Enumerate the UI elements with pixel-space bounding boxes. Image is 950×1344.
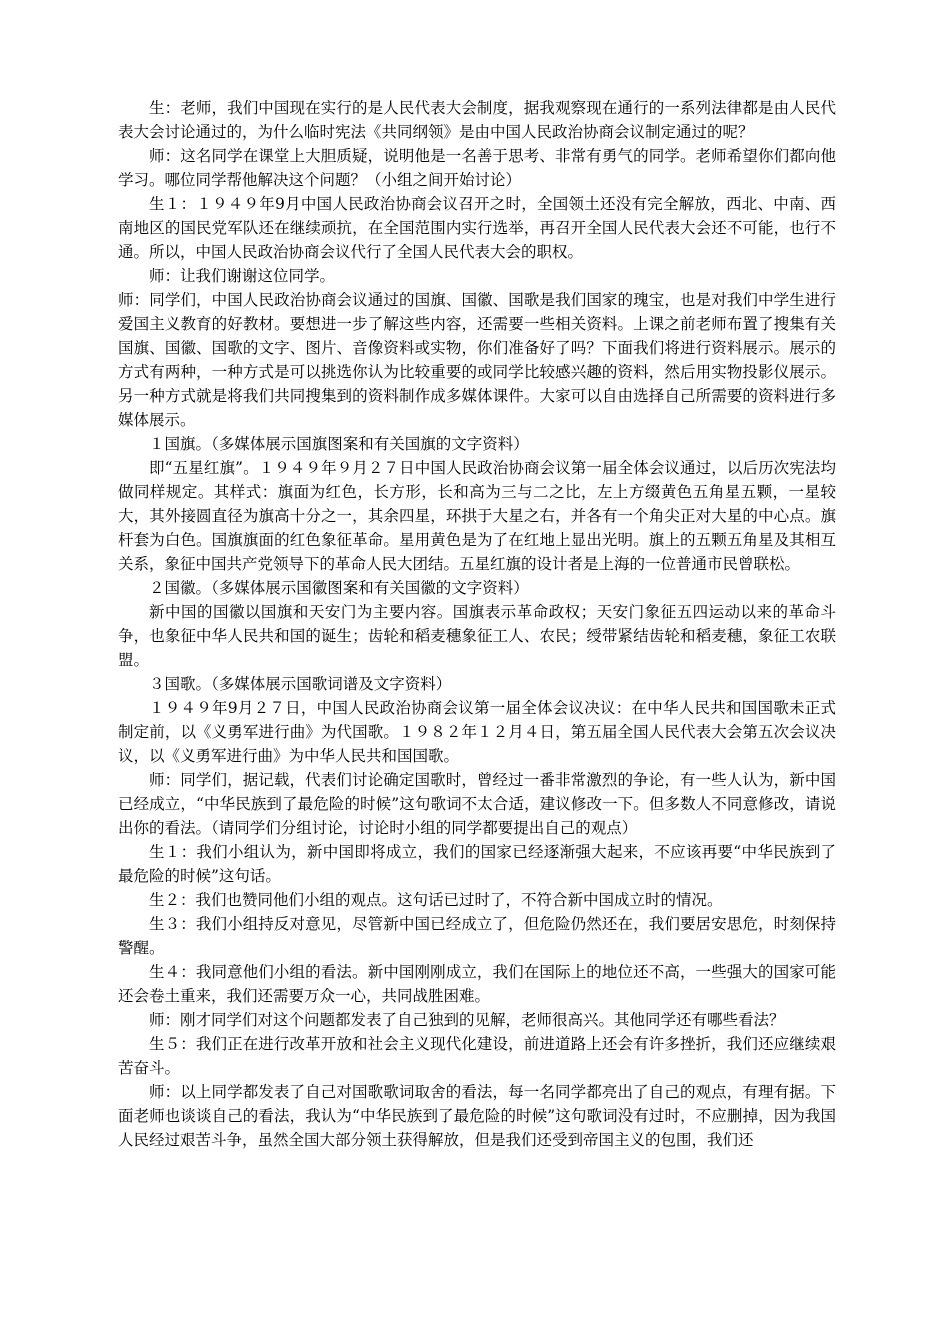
paragraph-student2-view: 生２：我们也赞同他们小组的观点。这句话已过时了，不符合新中国成立时的情况。 [149, 891, 723, 909]
paragraph-teacher-anthem-debate: 师：同学们，据记载，代表们讨论确定国歌时，曾经过一番非常激烈的争论，有一些人认为，新中国已经成立，“中华民族到了最危险的时候”这句歌词不太合适，建议修改一下。但多数人不同意修改，请说出你的看法。（请同学们分组讨论，讨论时小组的同学都要提出自己的观点） [118, 771, 836, 837]
document-page [118, 96, 836, 1152]
paragraph-student3-view: 生３：我们小组持反对意见，尽管新中国已经成立了，但危险仍然还在，我们要居安思危，时刻保持警醒。 [118, 915, 836, 957]
paragraph-student4-view: 生４：我同意他们小组的看法。新中国刚刚成立，我们在国际上的地位还不高，一些强大的国家可能还会卷土重来，我们还需要万众一心，共同战胜困难。 [118, 963, 836, 1005]
paragraph-student1-view: 生１：我们小组认为，新中国即将成立，我们的国家已经逐渐强大起来，不应该再要“中华民族到了最危险的时候”这句话。 [118, 843, 836, 885]
paragraph-teacher-intro: 师：同学们，中国人民政治协商会议通过的国旗、国徽、国歌是我们国家的瑰宝，也是对我们中学生进行爱国主义教育的好教材。要想进一步了解这些内容，还需要一些相关资料。上课之前老师布置了搜集有关国旗、国徽、国歌的文字、图片、音像资料或实物，你们准备好了吗？下面我们将进行资料展示。展示的方式有两种，一种方式是可以挑选你认为比较重要的或同学比较感兴趣的资料，然后用实物投影仪展示。另一种方式就是将我们共同搜集到的资料制作成多媒体课件。大家可以自由选择自己所需要的资料进行多媒体展示。 [118, 291, 836, 429]
paragraph-student5-view: 生５：我们正在进行改革开放和社会主义现代化建设，前进道路上还会有许多挫折，我们还应继续艰苦奋斗。 [118, 1035, 836, 1077]
paragraph-national-flag: 即“五星红旗”。１９４９年９月２７日中国人民政治协商会议第一届全体会议通过，以后历次宪法均做同样规定。其样式：旗面为红色，长方形，长和高为三与二之比，左上方缀黄色五角星五颗，一星较大，其外接圆直径为旗高十分之一，其余四星，环拱于大星之右，并各有一个角尖正对大星的中心点。旗杆套为白色。国旗旗面的红色象征革命。星用黄色是为了在红地上显出光明。旗上的五颗五角星及其相互关系，象征中国共产党领导下的革命人民大团结。五星红旗的设计者是上海的一位普通市民曾联松。 [118, 459, 836, 573]
paragraph-teacher-praise: 师：这名同学在课堂上大胆质疑，说明他是一名善于思考、非常有勇气的同学。老师希望你们都向他学习。哪位同学帮他解决这个问题？（小组之间开始讨论） [118, 147, 836, 189]
paragraph-teacher-thanks: 师：让我们谢谢这位同学。 [149, 267, 336, 285]
paragraph-teacher-followup: 师：刚才同学们对这个问题都发表了自己独到的见解，老师很高兴。其他同学还有哪些看法？ [149, 1011, 785, 1029]
paragraph-national-anthem: １９４９年9月２７日，中国人民政治协商会议第一届全体会议决议：在中华人民共和国国歌未正式制定前，以《义勇军进行曲》为代国歌。１９８２年１２月４日，第五届全国人民代表大会第五次会议决议，以《义勇军进行曲》为中华人民共和国国歌。 [118, 699, 836, 765]
paragraph-student1-answer: 生１：１９４９年9月中国人民政治协商会议召开之时，全国领土还没有完全解放，西北、中南、西南地区的国民党军队还在继续顽抗，在全国范围内实行选举，再召开全国人民代表大会还不可能，也行不通。所以，中国人民政治协商会议代行了全国人民代表大会的职权。 [118, 195, 836, 261]
paragraph-teacher-summary: 师：以上同学都发表了自己对国歌歌词取舍的看法，每一名同学都亮出了自己的观点，有理有据。下面老师也谈谈自己的看法，我认为“中华民族到了最危险的时候”这句歌词没有过时，不应删掉，因为我国人民经过艰苦斗争，虽然全国大部分领土获得解放，但是我们还受到帝国主义的包围，我们还 [118, 1083, 836, 1149]
heading-national-anthem: ３国歌。（多媒体展示国歌词谱及文字资料） [149, 675, 452, 693]
paragraph-student-question: 生：老师，我们中国现在实行的是人民代表大会制度，据我观察现在通行的一系列法律都是由人民代表大会讨论通过的，为什么临时宪法《共同纲领》是由中国人民政治协商会议制定通过的呢？ [118, 99, 836, 141]
paragraph-national-emblem: 新中国的国徽以国旗和天安门为主要内容。国旗表示革命政权；天安门象征五四运动以来的革命斗争，也象征中华人民共和国的诞生；齿轮和稻麦穗象征工人、农民；绶带紧结齿轮和稻麦穗，象征工农联盟。 [118, 603, 836, 669]
heading-national-flag: １国旗。（多媒体展示国旗图案和有关国旗的文字资料） [149, 435, 529, 453]
heading-national-emblem: ２国徽。（多媒体展示国徽图案和有关国徽的文字资料） [149, 579, 529, 597]
